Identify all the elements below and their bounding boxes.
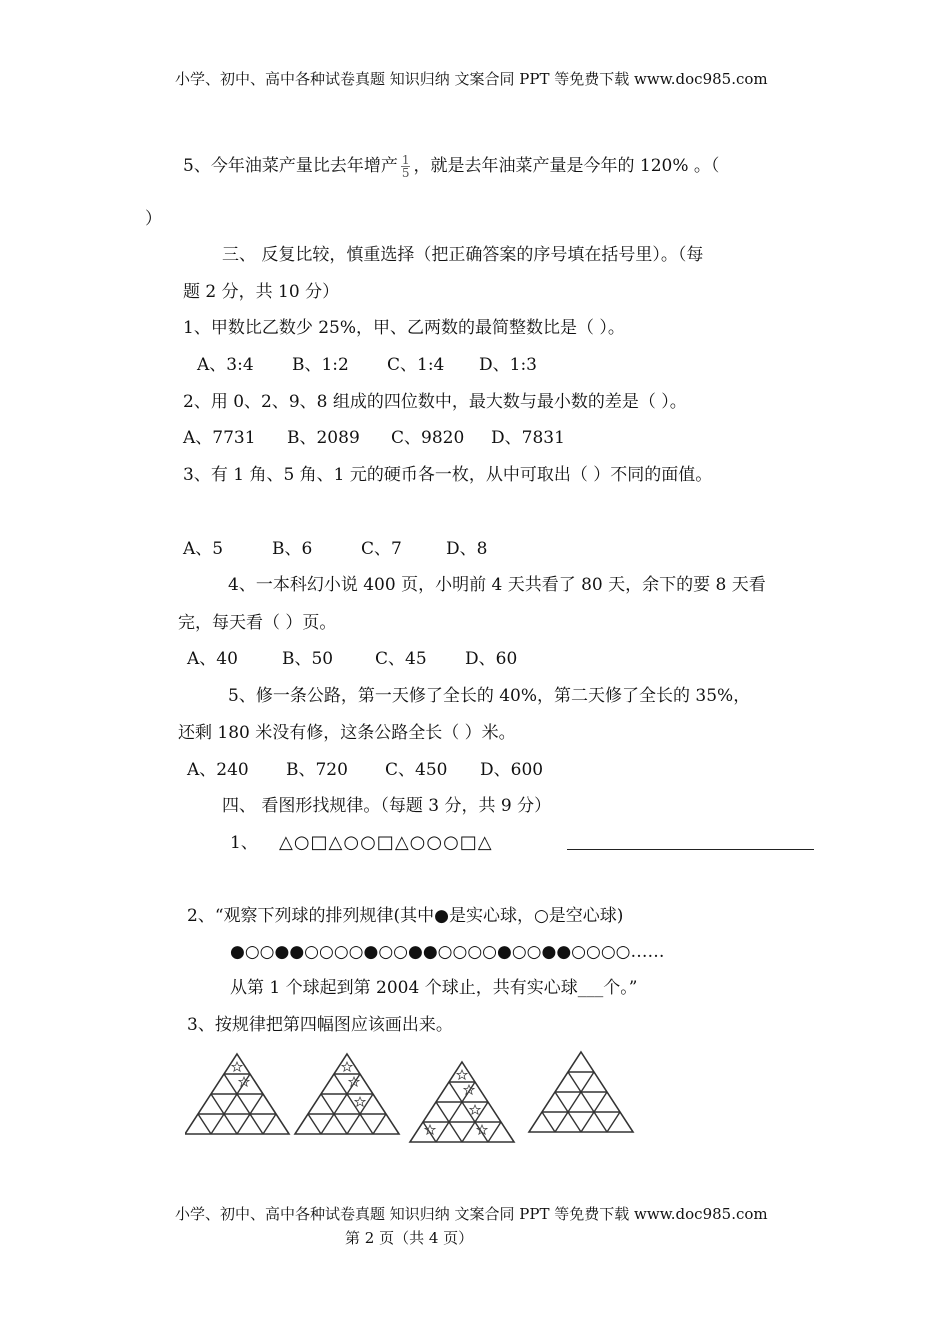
option-c: C、1:4 [387, 355, 445, 375]
figure-3 [410, 1062, 514, 1142]
question-4-2: 2、“观察下列球的排列规律(其中●是实心球，○是空心球) [187, 906, 624, 926]
page-header: 小学、初中、高中各种试卷真题 知识归纳 文案合同 PPT 等免费下载 www.doc985.com [175, 70, 768, 88]
question-4-1-label: 1、 [230, 833, 258, 853]
option-b: B、6 [272, 539, 313, 559]
options-3-5 [187, 759, 543, 781]
option-b: B、2089 [287, 428, 360, 448]
option-d: D、60 [465, 649, 518, 669]
option-d: D、8 [446, 539, 488, 559]
question-3-3: 3、有 1 角、5 角、1 元的硬币各一枚，从中可取出（ ）不同的面值。 [183, 465, 713, 485]
figure-2 [295, 1054, 399, 1134]
option-c: C、9820 [391, 428, 465, 448]
question-text: ，就是去年油菜产量是今年的 120% 。（ [413, 156, 720, 176]
fraction: $\frac{1}{5}$ [401, 153, 410, 180]
ball-sequence: ●○○●●○○○○●○○●●○○○○●○○●●○○○○…… [230, 942, 665, 962]
page-footer: 小学、初中、高中各种试卷真题 知识归纳 文案合同 PPT 等免费下载 www.doc985.com [175, 1205, 768, 1223]
option-b: B、720 [286, 760, 348, 780]
shape-sequence: △○□△○○□△○○○□△ [279, 832, 493, 853]
question-2-5 [183, 154, 719, 179]
figure-4 [529, 1052, 633, 1132]
options-3-1 [197, 354, 537, 376]
option-b: B、1:2 [292, 355, 349, 375]
option-d: D、7831 [491, 428, 565, 448]
option-a: A、3:4 [197, 355, 254, 375]
question-text: 5、今年油菜产量比去年增产 [183, 156, 398, 176]
option-a: A、5 [183, 539, 224, 559]
option-d: D、1:3 [479, 355, 537, 375]
question-4-3: 3、按规律把第四幅图应该画出来。 [187, 1015, 453, 1035]
option-d: D、600 [480, 760, 544, 780]
figure-1 [185, 1054, 289, 1134]
section-3-title-cont: 题 2 分，共 10 分） [183, 282, 340, 302]
section-4-title: 四、 看图形找规律。（每题 3 分，共 9 分） [222, 796, 552, 816]
options-3-4 [187, 648, 517, 670]
question-3-5-cont: 还剩 180 米没有修，这条公路全长（ ）米。 [178, 723, 516, 743]
section-3-title: 三、 反复比较，慎重选择（把正确答案的序号填在括号里）。（每 [222, 245, 704, 265]
option-b: B、50 [282, 649, 334, 669]
question-3-4: 4、一本科幻小说 400 页，小明前 4 天共看了 80 天，余下的要 8 天看 [228, 575, 766, 595]
triangle-figures [185, 1050, 655, 1150]
options-3-2 [183, 427, 565, 449]
question-2-5-close: ） [145, 209, 162, 229]
option-a: A、240 [187, 760, 249, 780]
option-a: A、40 [187, 649, 238, 669]
question-3-4-cont: 完，每天看（ ）页。 [178, 613, 337, 633]
question-3-1: 1、甲数比乙数少 25%，甲、乙两数的最简整数比是（ ）。 [183, 318, 625, 338]
options-3-3 [183, 538, 487, 560]
question-3-2: 2、用 0、2、9、8 组成的四位数中，最大数与最小数的差是（ ）。 [183, 392, 687, 412]
option-a: A、7731 [183, 428, 256, 448]
question-4-2-cont: 从第 1 个球起到第 2004 个球止，共有实心球___个。” [230, 978, 638, 998]
answer-line [567, 849, 814, 850]
option-c: C、45 [375, 649, 427, 669]
option-c: C、450 [385, 760, 448, 780]
option-c: C、7 [361, 539, 402, 559]
page-number: 第 2 页（共 4 页） [345, 1229, 474, 1247]
question-3-5: 5、修一条公路，第一天修了全长的 40%，第二天修了全长的 35%， [228, 686, 751, 706]
